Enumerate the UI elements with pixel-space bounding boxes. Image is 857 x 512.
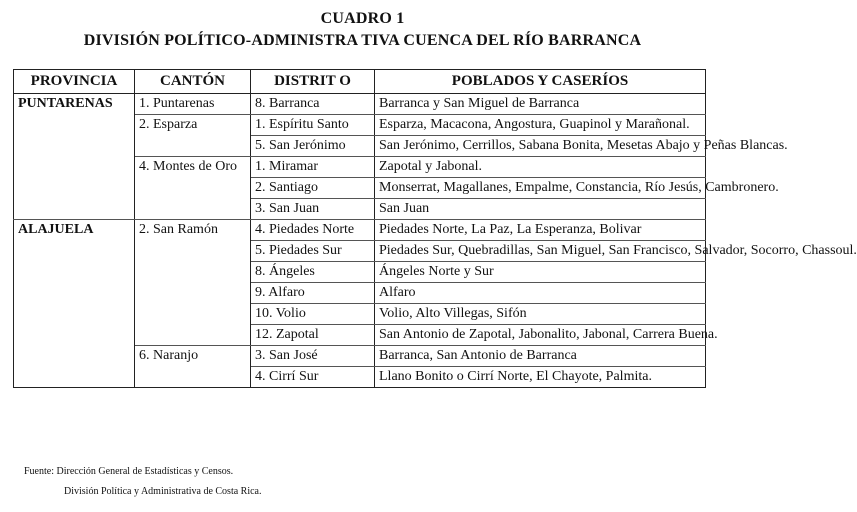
cell-canton bbox=[135, 325, 251, 346]
cell-distrito: 3. San Juan bbox=[251, 199, 375, 220]
cell-provincia bbox=[14, 136, 135, 157]
cell-provincia bbox=[14, 262, 135, 283]
cell-distrito: 10. Volio bbox=[251, 304, 375, 325]
cell-provincia bbox=[14, 157, 135, 178]
header-provincia: PROVINCIA bbox=[14, 70, 135, 94]
cell-distrito: 1. Espíritu Santo bbox=[251, 115, 375, 136]
footer-source-detail: División Política y Administrativa de Costa Rica. bbox=[64, 486, 262, 497]
table-row bbox=[14, 220, 706, 241]
cell-distrito: 12. Zapotal bbox=[251, 325, 375, 346]
cell-distrito: 8. Barranca bbox=[251, 94, 375, 115]
table-row bbox=[14, 262, 706, 283]
cell-canton bbox=[135, 367, 251, 388]
cell-provincia bbox=[14, 304, 135, 325]
table-subtitle: DIVISIÓN POLÍTICO-ADMINISTRA TIVA CUENCA DEL RÍO BARRANCA bbox=[83, 32, 642, 49]
cell-canton: 2. Esparza bbox=[135, 115, 251, 136]
table-row bbox=[14, 157, 706, 178]
cell-provincia bbox=[14, 367, 135, 388]
table-row bbox=[14, 283, 706, 304]
cell-canton bbox=[135, 136, 251, 157]
table-row bbox=[14, 136, 706, 157]
header-distrito: DISTRIT O bbox=[251, 70, 375, 94]
division-table bbox=[13, 69, 857, 388]
cell-poblados: Volio, Alto Villegas, Sifón bbox=[375, 304, 706, 325]
cell-canton bbox=[135, 199, 251, 220]
header-poblados: POBLADOS Y CASERÍOS bbox=[375, 70, 706, 94]
cell-provincia bbox=[14, 199, 135, 220]
cell-provincia bbox=[14, 241, 135, 262]
cell-provincia: ALAJUELA bbox=[14, 220, 135, 241]
cell-poblados: Barranca, San Antonio de Barranca bbox=[375, 346, 706, 367]
cell-poblados: Monserrat, Magallanes, Empalme, Constancia, Río Jesús, Cambronero. bbox=[375, 178, 706, 199]
cell-distrito: 5. Piedades Sur bbox=[251, 241, 375, 262]
cell-distrito: 4. Piedades Norte bbox=[251, 220, 375, 241]
cell-canton: 4. Montes de Oro bbox=[135, 157, 251, 178]
table-row bbox=[14, 304, 706, 325]
cell-poblados: Piedades Norte, La Paz, La Esperanza, Bolivar bbox=[375, 220, 706, 241]
cell-distrito: 9. Alfaro bbox=[251, 283, 375, 304]
cell-poblados: Alfaro bbox=[375, 283, 706, 304]
cell-poblados: Piedades Sur, Quebradillas, San Miguel, San Francisco, Salvador, Socorro, Chassoul. bbox=[375, 241, 706, 262]
cell-distrito: 8. Ángeles bbox=[251, 262, 375, 283]
table-row bbox=[14, 241, 706, 262]
header-canton: CANTÓN bbox=[135, 70, 251, 94]
cell-poblados: Ángeles Norte y Sur bbox=[375, 262, 706, 283]
cell-poblados: Esparza, Macacona, Angostura, Guapinol y Marañonal. bbox=[375, 115, 706, 136]
table-row bbox=[14, 115, 706, 136]
cell-canton bbox=[135, 262, 251, 283]
cell-provincia bbox=[14, 346, 135, 367]
cell-distrito: 4. Cirrí Sur bbox=[251, 367, 375, 388]
header-row bbox=[14, 70, 706, 94]
cell-canton: 6. Naranjo bbox=[135, 346, 251, 367]
cell-distrito: 1. Miramar bbox=[251, 157, 375, 178]
cell-poblados: San Juan bbox=[375, 199, 706, 220]
cell-provincia bbox=[14, 115, 135, 136]
cell-provincia bbox=[14, 325, 135, 346]
table-row bbox=[14, 325, 706, 346]
cell-canton bbox=[135, 304, 251, 325]
cell-distrito: 2. Santiago bbox=[251, 178, 375, 199]
cell-poblados: Zapotal y Jabonal. bbox=[375, 157, 706, 178]
table-row bbox=[14, 199, 706, 220]
table-title: CUADRO 1 bbox=[320, 10, 405, 27]
footer-source: Fuente: Dirección General de Estadísticas y Censos. bbox=[24, 466, 234, 477]
cell-provincia bbox=[14, 283, 135, 304]
cell-poblados: San Jerónimo, Cerrillos, Sabana Bonita, Mesetas Abajo y Peñas Blancas. bbox=[375, 136, 706, 157]
cell-distrito: 5. San Jerónimo bbox=[251, 136, 375, 157]
table-row bbox=[14, 346, 706, 367]
cell-canton: 2. San Ramón bbox=[135, 220, 251, 241]
cell-provincia bbox=[14, 178, 135, 199]
cell-provincia: PUNTARENAS bbox=[14, 94, 135, 115]
cell-poblados: San Antonio de Zapotal, Jabonalito, Jabonal, Carrera Buena. bbox=[375, 325, 706, 346]
table-row bbox=[14, 367, 706, 388]
cell-poblados: Llano Bonito o Cirrí Norte, El Chayote, Palmita. bbox=[375, 367, 706, 388]
cell-distrito: 3. San José bbox=[251, 346, 375, 367]
table-row bbox=[14, 178, 706, 199]
cell-canton: 1. Puntarenas bbox=[135, 94, 251, 115]
cell-poblados: Barranca y San Miguel de Barranca bbox=[375, 94, 706, 115]
cell-canton bbox=[135, 283, 251, 304]
table-row bbox=[14, 94, 706, 115]
cell-canton bbox=[135, 241, 251, 262]
cell-canton bbox=[135, 178, 251, 199]
